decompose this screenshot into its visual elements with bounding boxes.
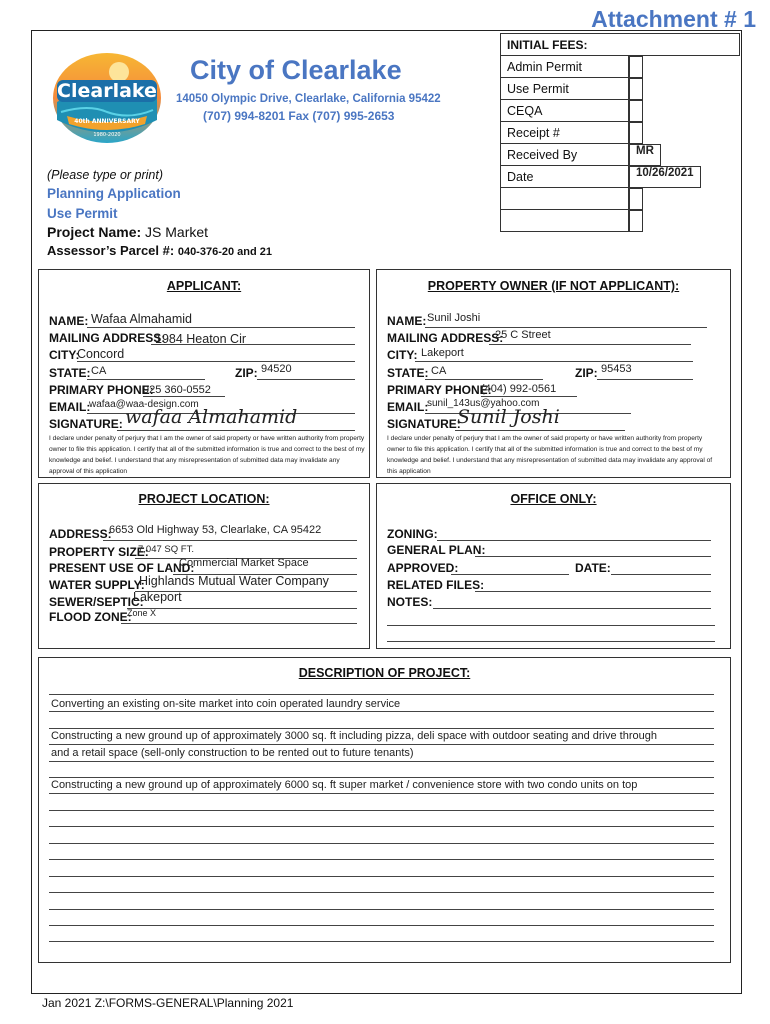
city-address: 14050 Olympic Drive, Clearlake, California 95422 xyxy=(176,93,441,105)
clearlake-logo xyxy=(49,50,165,145)
parcel-value[interactable]: 040-376-20 and 21 xyxy=(177,246,272,258)
applicant-zip-field[interactable]: 94520 xyxy=(261,363,292,375)
sewer-label: SEWER/SEPTIC: xyxy=(49,595,144,609)
applicant-state-line xyxy=(87,379,205,380)
owner-phone-field[interactable]: (404) 992-0561 xyxy=(481,383,557,395)
description-line[interactable] xyxy=(49,761,714,762)
description-line[interactable] xyxy=(49,826,714,827)
description-line[interactable] xyxy=(49,941,714,942)
office-date-label: DATE: xyxy=(575,561,611,575)
fee-value[interactable]: MR xyxy=(629,144,661,166)
applicant-signature[interactable]: wafaa Almahamid xyxy=(125,406,298,428)
parcel-number xyxy=(47,243,272,258)
applicant-email-label: EMAIL: xyxy=(49,400,91,414)
description-text[interactable]: and a retail space (sell-only construction to be rented out to future tenants) xyxy=(51,747,414,759)
owner-mailing-line xyxy=(489,344,691,345)
zoning-label: ZONING: xyxy=(387,527,438,541)
zoning-line[interactable] xyxy=(437,540,711,541)
property-size-label: PROPERTY SIZE: xyxy=(49,545,149,559)
owner-name-field[interactable]: Sunil Joshi xyxy=(427,312,481,324)
applicant-title: APPLICANT: xyxy=(166,279,242,293)
owner-declaration: I declare under penalty of perjury that I am the owner of said property or have written authority from property owner to file this application. I certify that all of the submitted information is true and correct to the best of my knowledge and belief. I understand that any misrepresentation of submitted data may invalidate any approval of this application xyxy=(387,435,713,475)
city-title: City of Clearlake xyxy=(190,55,402,85)
applicant-phone-field[interactable]: 925 360-0552 xyxy=(143,384,211,396)
owner-zip-line xyxy=(597,379,693,380)
approved-line[interactable] xyxy=(451,574,569,575)
fees-row xyxy=(501,144,740,166)
related-files-label: RELATED FILES: xyxy=(387,578,485,592)
office-date-line[interactable] xyxy=(611,574,711,575)
applicant-signature-label: SIGNATURE: xyxy=(49,417,123,431)
applicant-name-field[interactable]: Wafaa Almahamid xyxy=(91,312,192,326)
fee-label xyxy=(501,210,629,232)
land-use-label: PRESENT USE OF LAND: xyxy=(49,561,195,575)
water-supply-label: WATER SUPPLY: xyxy=(49,578,145,592)
fee-value[interactable] xyxy=(629,210,643,232)
description-line[interactable] xyxy=(49,909,714,910)
flood-zone-field[interactable]: Zone X xyxy=(127,608,157,618)
applicant-email-field[interactable]: wafaa@waa-design.com xyxy=(89,399,199,410)
description-text[interactable]: Constructing a new ground up of approximately 6000 sq. ft super market / convenience store with two condo units on top xyxy=(51,779,638,791)
fees-row xyxy=(501,188,740,210)
fees-row xyxy=(501,210,740,232)
address-label: ADDRESS: xyxy=(49,527,112,541)
fee-value[interactable] xyxy=(629,100,643,122)
description-text[interactable]: Converting an existing on-site market into coin operated laundry service xyxy=(51,698,401,710)
property-size-field[interactable]: 7,047 SQ FT. xyxy=(138,544,194,555)
applicant-city-line xyxy=(77,361,355,362)
description-line[interactable] xyxy=(49,777,714,778)
sewer-field[interactable]: Lakeport xyxy=(133,590,182,604)
owner-name-line xyxy=(425,327,707,328)
applicant-city-label: CITY: xyxy=(49,348,80,362)
footer-path: Jan 2021 Z:\FORMS-GENERAL\Planning 2021 xyxy=(42,996,294,1010)
owner-state-field[interactable]: CA xyxy=(431,365,447,377)
fees-row xyxy=(501,100,740,122)
fees-row xyxy=(501,56,740,78)
description-title: DESCRIPTION OF PROJECT: xyxy=(298,666,471,680)
owner-state-line xyxy=(425,379,543,380)
owner-phone-label: PRIMARY PHONE: xyxy=(387,383,492,397)
owner-name-label: NAME: xyxy=(387,314,427,328)
fee-value[interactable]: 10/26/2021 xyxy=(629,166,701,188)
notes-line[interactable] xyxy=(433,608,711,609)
flood-zone-label: FLOOD ZONE: xyxy=(49,610,132,624)
flood-zone-line xyxy=(121,623,357,624)
parcel-label: Assessor’s Parcel #: xyxy=(47,243,175,258)
owner-signature-line xyxy=(455,430,625,431)
fee-label: Admin Permit xyxy=(501,56,629,78)
office-title: OFFICE ONLY: xyxy=(510,492,597,506)
location-title: PROJECT LOCATION: xyxy=(138,492,270,506)
description-line[interactable] xyxy=(49,876,714,877)
owner-section xyxy=(376,269,731,478)
description-line[interactable] xyxy=(49,843,714,844)
owner-signature-label: SIGNATURE: xyxy=(387,417,461,431)
office-only-section xyxy=(376,483,731,649)
fee-label: CEQA xyxy=(501,100,629,122)
related-files-line[interactable] xyxy=(475,591,711,592)
owner-city-line xyxy=(415,361,693,362)
fees-header-row xyxy=(501,34,740,56)
applicant-signature-line xyxy=(117,430,355,431)
description-line[interactable] xyxy=(49,892,714,893)
applicant-section xyxy=(38,269,370,478)
owner-zip-field[interactable]: 95453 xyxy=(601,363,632,375)
land-use-field[interactable]: Commercial Market Space xyxy=(179,557,309,569)
notes-line[interactable] xyxy=(387,625,715,626)
logo-text: Clearlake xyxy=(57,80,157,102)
notes-label: NOTES: xyxy=(387,595,433,609)
fee-label: Use Permit xyxy=(501,78,629,100)
general-plan-label: GENERAL PLAN: xyxy=(387,543,486,557)
applicant-phone-label: PRIMARY PHONE: xyxy=(49,383,154,397)
owner-city-label: CITY: xyxy=(387,348,418,362)
fee-label xyxy=(501,188,629,210)
applicant-city-field[interactable]: Concord xyxy=(77,347,125,361)
notes-line[interactable] xyxy=(387,641,715,642)
applicant-mailing-field[interactable]: 1984 Heaton Cir xyxy=(155,332,247,346)
project-name xyxy=(47,224,208,240)
water-supply-field[interactable]: Highlands Mutual Water Company xyxy=(139,574,329,588)
applicant-declaration: I declare under penalty of perjury that I am the owner of said property or have written authority from property owner to file this application. I certify that all of the submitted information is true and correct to the best of my knowledge and belief. I understand that any misrepresentation of submitted data may invalidate any approval of this application xyxy=(49,435,365,475)
description-line[interactable] xyxy=(49,793,714,794)
initial-fees-table xyxy=(500,33,740,232)
address-line xyxy=(103,540,357,541)
fee-value[interactable] xyxy=(629,188,643,210)
applicant-zip-line xyxy=(257,379,355,380)
description-line[interactable] xyxy=(49,859,714,860)
description-text[interactable]: Constructing a new ground up of approximately 3000 sq. ft including pizza, deli space with outdoor seating and drive through xyxy=(51,730,657,742)
fee-value[interactable] xyxy=(629,122,643,144)
owner-email-label: EMAIL: xyxy=(387,400,429,414)
description-line[interactable] xyxy=(49,810,714,811)
applicant-phone-line xyxy=(143,396,225,397)
owner-phone-line xyxy=(481,396,577,397)
project-name-label: Project Name: xyxy=(47,224,142,240)
fees-header: INITIAL FEES: xyxy=(501,34,740,56)
fees-row xyxy=(501,166,740,188)
description-line[interactable] xyxy=(49,711,714,712)
applicant-state-label: STATE: xyxy=(49,366,91,380)
owner-signature[interactable]: Sunil Joshi xyxy=(457,406,560,428)
owner-email-field[interactable]: sunil_143us@yahoo.com xyxy=(427,398,540,409)
city-phone: (707) 994-8201 Fax (707) 995-2653 xyxy=(203,109,395,123)
owner-title: PROPERTY OWNER (IF NOT APPLICANT): xyxy=(427,279,680,293)
address-field[interactable]: 6653 Old Highway 53, Clearlake, CA 95422 xyxy=(109,524,322,536)
applicant-state-field[interactable]: CA xyxy=(91,365,107,377)
project-location-section xyxy=(38,483,370,649)
general-plan-line[interactable] xyxy=(475,556,711,557)
approved-label: APPROVED: xyxy=(387,561,459,575)
owner-state-label: STATE: xyxy=(387,366,429,380)
applicant-mailing-label: MAILING ADDRESS: xyxy=(49,331,166,345)
applicant-zip-label: ZIP: xyxy=(235,366,258,380)
fee-label: Receipt # xyxy=(501,122,629,144)
logo-years: 1980-2020 xyxy=(93,132,121,138)
description-line[interactable] xyxy=(49,728,714,729)
permit-type: Use Permit xyxy=(47,206,118,221)
description-line[interactable] xyxy=(49,744,714,745)
fees-row xyxy=(501,122,740,144)
owner-zip-label: ZIP: xyxy=(575,366,598,380)
owner-mailing-label: MAILING ADDRESS: xyxy=(387,331,504,345)
description-line[interactable] xyxy=(49,694,714,695)
fees-row xyxy=(501,78,740,100)
fee-value[interactable] xyxy=(629,56,643,78)
project-name-value[interactable]: JS Market xyxy=(145,224,209,240)
sewer-line xyxy=(127,608,357,609)
fee-label: Date xyxy=(501,166,629,188)
description-line[interactable] xyxy=(49,925,714,926)
fee-value[interactable] xyxy=(629,78,643,100)
owner-city-field[interactable]: Lakeport xyxy=(421,347,464,359)
logo-ribbon: 40th ANNIVERSARY xyxy=(74,118,140,125)
applicant-name-label: NAME: xyxy=(49,314,89,328)
attachment-label: Attachment # 1 xyxy=(591,6,756,32)
applicant-name-line xyxy=(87,327,355,328)
application-type: Planning Application xyxy=(47,186,181,201)
print-note: (Please type or print) xyxy=(47,168,164,182)
owner-mailing-field[interactable]: 25 C Street xyxy=(495,329,551,341)
fee-label: Received By xyxy=(501,144,629,166)
